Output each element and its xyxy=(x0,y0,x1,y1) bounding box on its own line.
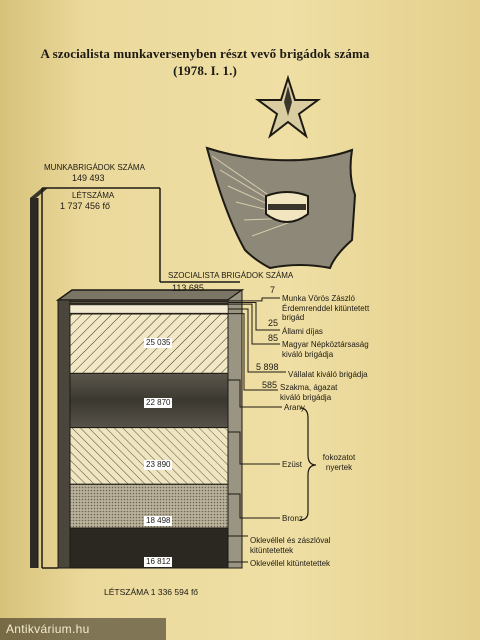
segment-vallalat xyxy=(70,305,228,313)
annot-label-szakma-text: Szakma, ágazat kiváló brigádja xyxy=(280,383,338,402)
annot-label-szakma xyxy=(280,383,342,402)
annot-label-okl: Oklevéllel kitüntetettek xyxy=(250,559,331,568)
right-count-label: SZOCIALISTA BRIGÁDOK SZÁMA xyxy=(168,271,294,280)
segment-value-okl-zaszlo: 18 498 xyxy=(146,516,171,525)
segment-bronz xyxy=(70,428,228,485)
annot-label-nepkoztarsasag xyxy=(282,340,374,359)
annot-bracket-label xyxy=(318,453,360,474)
chart-subtitle: (1978. I. 1.) xyxy=(173,63,237,78)
annot-label-okl-zaszlo-text: Oklevéllel és zászlóval kitüntetettek xyxy=(250,536,331,555)
annot-value-vallalat: 5 898 xyxy=(256,362,279,372)
annot-value-allami: 25 xyxy=(268,318,279,328)
annot-label-vorosz-text: Munka Vörös Zászló Érdemrenddel kitüntetett brigád xyxy=(282,294,370,323)
annot-label-bronz: Bronz xyxy=(282,514,303,523)
right-count-value: 113 685 xyxy=(172,283,204,293)
segment-value-okl: 16 812 xyxy=(146,557,171,566)
annot-label-allami: Állami díjas xyxy=(282,327,323,336)
emblem-illustration xyxy=(207,78,355,268)
grade-bracket xyxy=(300,408,316,520)
annot-value-szakma: 585 xyxy=(262,380,278,390)
annot-label-nepkoztarsasag-text: Magyar Népköztársaság kiváló brigádja xyxy=(282,340,369,359)
segment-value-ezust: 22 870 xyxy=(146,398,171,407)
annot-label-ezust: Ezüst xyxy=(282,460,303,469)
annot-bracket-label-text: fokozatot nyertek xyxy=(322,453,356,473)
annot-value-nepkoztarsasag: 85 xyxy=(268,333,279,343)
segment-value-arany: 25 035 xyxy=(146,338,171,347)
annot-label-vorosz xyxy=(282,294,382,323)
annot-label-arany: Arany xyxy=(284,403,305,412)
segment-value-bronz: 23 890 xyxy=(146,460,171,469)
watermark: Antikvárium.hu xyxy=(0,618,166,640)
right-members-label: LÉTSZÁMA 1 336 594 fő xyxy=(104,587,199,597)
annot-label-vallalat: Vállalat kiváló brigádja xyxy=(288,370,368,379)
annot-label-okl-zaszlo xyxy=(250,536,360,555)
left-count-label: MUNKABRIGÁDOK SZÁMA xyxy=(44,163,145,172)
left-members-value: 1 737 456 fő xyxy=(60,201,111,211)
left-count-value: 149 493 xyxy=(72,173,105,183)
annot-value-vorosz: 7 xyxy=(270,285,276,295)
left-members-label: LÉTSZÁMA xyxy=(72,191,115,200)
chart-title: A szocialista munkaversenyben részt vevő brigádok száma xyxy=(40,46,370,61)
